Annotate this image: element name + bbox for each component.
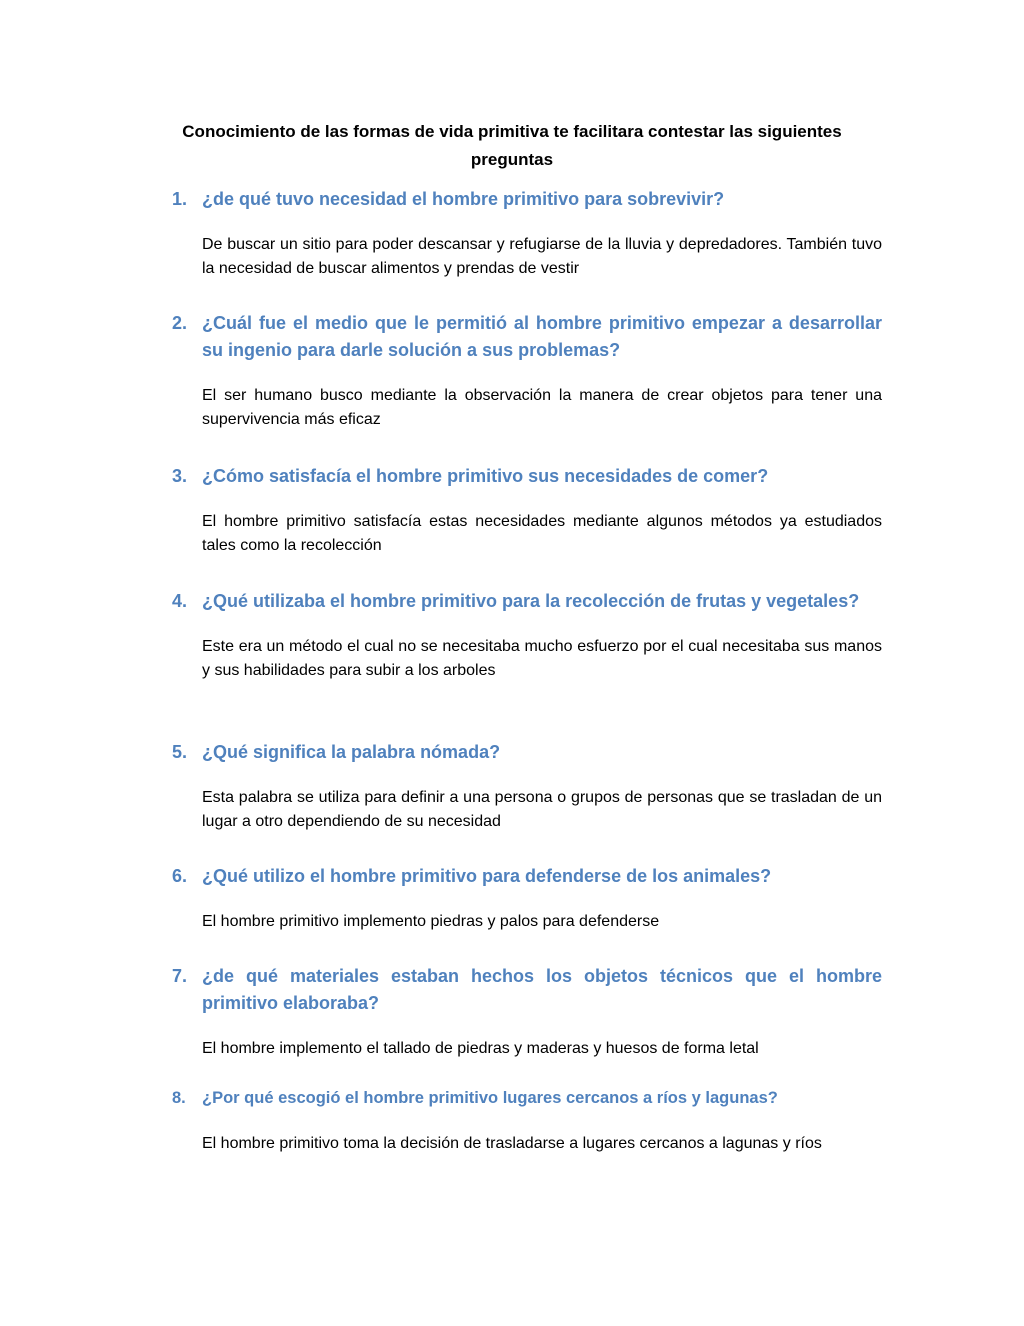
question-5 [172,739,882,766]
answer-8: El hombre primitivo toma la decisión de trasladarse a lugares cercanos a lagunas y ríos [202,1135,822,1152]
question-text: ¿Cómo satisfacía el hombre primitivo sus necesidades de comer? [202,466,769,486]
question-7 [172,963,882,1017]
question-block-8 [172,1085,882,1156]
question-text: ¿Qué utilizaba el hombre primitivo para la recolección de frutas y vegetales? [202,591,860,611]
question-1 [172,186,882,213]
question-block-5 [172,739,882,834]
question-block-1 [172,186,882,281]
question-8 [172,1085,882,1112]
question-text: ¿de qué materiales estaban hechos los objetos técnicos que el hombre primitivo elaboraba? [202,966,882,1013]
question-6 [172,863,882,890]
question-number: 3. [172,466,188,486]
question-number: 7. [172,966,188,986]
question-text: ¿Cuál fue el medio que le permitió al hombre primitivo empezar a desarrollar su ingenio para darle solución a sus problemas? [202,313,882,360]
question-text: ¿de qué tuvo necesidad el hombre primitivo para sobrevivir? [202,189,725,209]
question-4 [172,588,882,615]
question-number: 1. [172,189,188,209]
answer-4: Este era un método el cual no se necesitaba mucho esfuerzo por el cual necesitaba sus manos y sus habilidades para subir a los arboles [202,638,882,679]
question-number: 6. [172,866,188,886]
question-number: 2. [172,313,188,333]
question-text: ¿Qué utilizo el hombre primitivo para defenderse de los animales? [202,866,772,886]
question-text: ¿Por qué escogió el hombre primitivo lugares cercanos a ríos y lagunas? [202,1089,778,1107]
answer-1: De buscar un sitio para poder descansar y refugiarse de la lluvia y depredadores. También tuvo la necesidad de buscar alimentos y prendas de vestir [202,236,882,277]
question-block-2 [172,310,882,432]
question-number: 8. [172,1089,186,1107]
question-block-7 [172,963,882,1061]
answer-7: El hombre implemento el tallado de piedras y maderas y huesos de forma letal [202,1040,759,1057]
question-3 [172,463,882,490]
question-block-4 [172,588,882,683]
answer-5: Esta palabra se utiliza para definir a una persona o grupos de personas que se trasladan de un lugar a otro dependiendo de su necesidad [202,789,882,830]
page-title: Conocimiento de las formas de vida primitiva te facilitara contestar las siguientes preguntas [182,122,842,169]
question-number: 5. [172,742,188,762]
question-2 [172,310,882,364]
question-number: 4. [172,591,188,611]
answer-2: El ser humano busco mediante la observación la manera de crear objetos para tener una supervivencia más eficaz [202,387,882,428]
answer-3: El hombre primitivo satisfacía estas necesidades mediante algunos métodos ya estudiados tales como la recolección [202,513,882,554]
answer-6: El hombre primitivo implemento piedras y palos para defenderse [202,913,660,930]
question-block-3 [172,463,882,558]
question-block-6 [172,863,882,934]
question-text: ¿Qué significa la palabra nómada? [202,742,501,762]
